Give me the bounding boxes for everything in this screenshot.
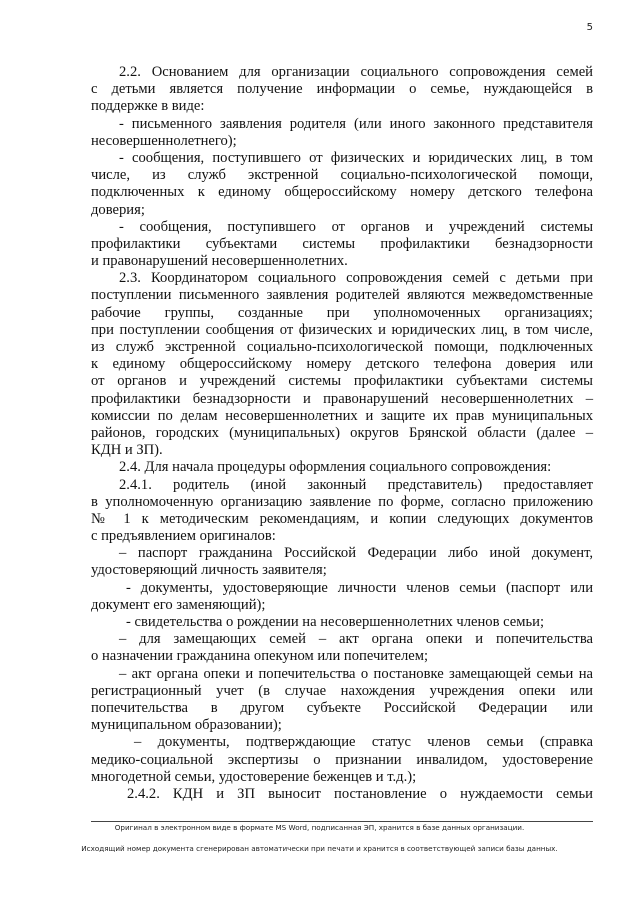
body-text-line: КДН и ЗП). [91, 442, 163, 459]
body-text-line: 2.4. Для начала процедуры оформления социального сопровождения: [119, 459, 552, 476]
body-text-line: несовершеннолетнего); [91, 132, 237, 149]
body-text-line: профилактики безнадзорности и правонарушений несовершеннолетних – [91, 390, 593, 407]
footer-divider [91, 821, 593, 822]
body-text-line: – для замещающих семей – акт органа опеки и попечительства [119, 631, 593, 648]
body-text-line: к единому общероссийскому номеру детского телефона доверия или [91, 356, 593, 373]
body-text-line: о назначении гражданина опекуном или попечителем; [91, 648, 429, 665]
body-text-line: – документы, подтверждающие статус членов семьи (справка [134, 734, 593, 751]
body-text-line: 2.4.1. родитель (иной законный представитель) предоставляет [119, 476, 593, 493]
footer-note-original: Оригинал в электронном виде в формате MS Word, подписанная ЭП, хранится в базе данных организации. [114, 823, 525, 832]
body-text-line: в уполномоченную организацию заявление по форме, согласно приложению [91, 493, 593, 510]
body-text-line: 2.2. Основанием для организации социального сопровождения семей [119, 64, 593, 80]
body-text-line: – акт органа опеки и попечительства о постановке замещающей семьи на [119, 665, 593, 682]
body-text-line: – паспорт гражданина Российской Федерации либо иной документ, [119, 545, 593, 562]
body-text-line: 2.4.2. КДН и ЗП выносит постановление о нуждаемости семьи [127, 785, 593, 802]
body-text-line: из служб экстренной социально-психологической помощи, подключенных [91, 339, 593, 355]
body-text-line: 2.3. Координатором социального сопровождения семей с детьми при [119, 270, 593, 287]
body-text-line: - письменного заявления родителя (или иного законного представителя [119, 115, 593, 132]
body-text-line: и правонарушений несовершеннолетних. [91, 253, 348, 270]
body-text-line: рабочие группы, созданные при уполномоченных организациях; [91, 304, 593, 321]
document-body [91, 64, 593, 803]
body-text-line: профилактики субъектами системы профилактики безнадзорности [91, 235, 593, 252]
body-text-line: медико-социальной экспертизы о признании инвалидом, удостоверение [91, 751, 593, 768]
body-text-line: № 1 к методическим рекомендациям, и копии следующих документов [91, 510, 593, 527]
body-text-line: удостоверяющий личность заявителя; [91, 562, 327, 579]
body-text-line: - документы, удостоверяющие личности членов семьи (паспорт или [126, 579, 593, 596]
body-text-line: регистрационный учет (в случае нахождения учреждения опеки или [91, 682, 593, 699]
body-text-line: - сообщения, поступившего от органов и учреждений системы [119, 218, 593, 235]
body-text-line: попечительства в другом субъекте Российской Федерации или [91, 699, 593, 716]
body-text-line: от органов и учреждений системы профилактики субъектами системы [91, 373, 593, 390]
body-text-line: числе, из служб экстренной социально-психологической помощи, [91, 167, 593, 184]
body-text-line: комиссии по делам несовершеннолетних и защите их прав муниципальных [91, 407, 593, 424]
body-text-line: районов, городских (муниципальных) округов Брянской области (далее – [91, 424, 593, 441]
body-text-line: многодетной семьи, удостоверение беженцев и т.д.); [91, 768, 417, 785]
body-text-line: подключенных к единому общероссийскому номеру детского телефона [91, 184, 593, 201]
body-text-line: при поступлении сообщения от физических и юридических лиц, в том числе, [91, 321, 593, 338]
body-text-line: с предъявлением оригиналов: [91, 528, 276, 545]
page-number: 5 [586, 22, 593, 33]
body-text-line: - свидетельства о рождении на несовершеннолетних членов семьи; [126, 614, 545, 630]
body-text-line: доверия; [91, 201, 145, 218]
body-text-line: документ его заменяющий); [91, 596, 266, 613]
footer-note-outgoing-number: Исходящий номер документа сгенерирован автоматически при печати и хранится в соответствующей записи базы данных. [81, 844, 558, 853]
body-text-line: муниципальном образовании); [91, 717, 282, 734]
body-text-line: - сообщения, поступившего от физических и юридических лиц, в том [119, 149, 593, 166]
body-text-line: поддержке в виде: [91, 98, 205, 115]
body-text-line: поступлении письменного заявления родителей являются межведомственные [91, 287, 593, 304]
body-text-line: с детьми является получение информации о семье, нуждающейся в [91, 81, 593, 98]
